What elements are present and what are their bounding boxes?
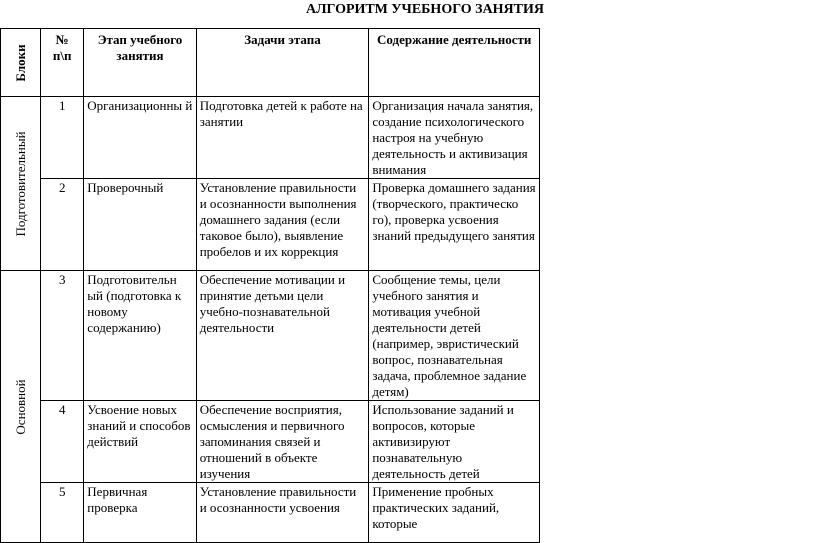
- block-preparatory-label: Подготовительный: [12, 130, 28, 237]
- row-tasks: Подготовка детей к работе на занятии: [196, 97, 369, 179]
- page-title: АЛГОРИТМ УЧЕБНОГО ЗАНЯТИЯ: [305, 2, 544, 17]
- row-tasks: Обеспечение мотивации и принятие детьми цели учебно-познавательной деятельности: [196, 271, 369, 401]
- block-preparatory: [1, 97, 41, 271]
- row-content: Использование заданий и вопросов, которые активизируют познавательную деятельность детей: [369, 401, 540, 483]
- table-row: [1, 483, 540, 543]
- row-stage: Проверочный: [84, 179, 196, 271]
- row-content: Проверка домашнего задания (творческого, практическо го), проверка усвоения знаний предыдущего занятия: [369, 179, 540, 271]
- row-stage: Первичная проверка: [84, 483, 196, 543]
- table-row: [1, 401, 540, 483]
- header-content: Содержание деятельности: [369, 29, 540, 97]
- table-row: [1, 179, 540, 271]
- row-tasks: Обеспечение восприятия, осмысления и первичного запоминания связей и отношений в объекте изучения: [196, 401, 369, 483]
- block-main: [1, 271, 41, 543]
- row-stage: Подготовительн ый (подготовка к новому содержанию): [84, 271, 196, 401]
- block-main-label: Основной: [12, 378, 28, 435]
- table-row: [1, 271, 540, 401]
- row-stage: Организационны й: [84, 97, 196, 179]
- row-content: Сообщение темы, цели учебного занятия и мотивация учебной деятельности детей (например, эвристический вопрос, познавательная задача, проблемное задание детям): [369, 271, 540, 401]
- row-number: 2: [41, 179, 84, 271]
- header-number: № п\п: [41, 29, 84, 97]
- row-content: Применение пробных практических заданий, которые: [369, 483, 540, 543]
- row-number: 3: [41, 271, 84, 401]
- row-stage: Усвоение новых знаний и способов действий: [84, 401, 196, 483]
- row-tasks: Установление правильности и осознанности выполнения домашнего задания (если таковое было), выявление пробелов и их коррекция: [196, 179, 369, 271]
- row-number: 4: [41, 401, 84, 483]
- row-number: 1: [41, 97, 84, 179]
- table-header-row: [1, 29, 540, 97]
- row-tasks: Установление правильности и осознанности усвоения: [196, 483, 369, 543]
- row-number: 5: [41, 483, 84, 543]
- table-row: [1, 97, 540, 179]
- algorithm-table: [0, 28, 540, 543]
- row-content: Организация начала занятия, создание психологического настроя на учебную деятельность и активизация внимания: [369, 97, 540, 179]
- header-stage: Этап учебного занятия: [84, 29, 196, 97]
- header-blocks-label: Блоки: [12, 43, 28, 82]
- header-tasks: Задачи этапа: [196, 29, 369, 97]
- header-blocks: [1, 29, 41, 97]
